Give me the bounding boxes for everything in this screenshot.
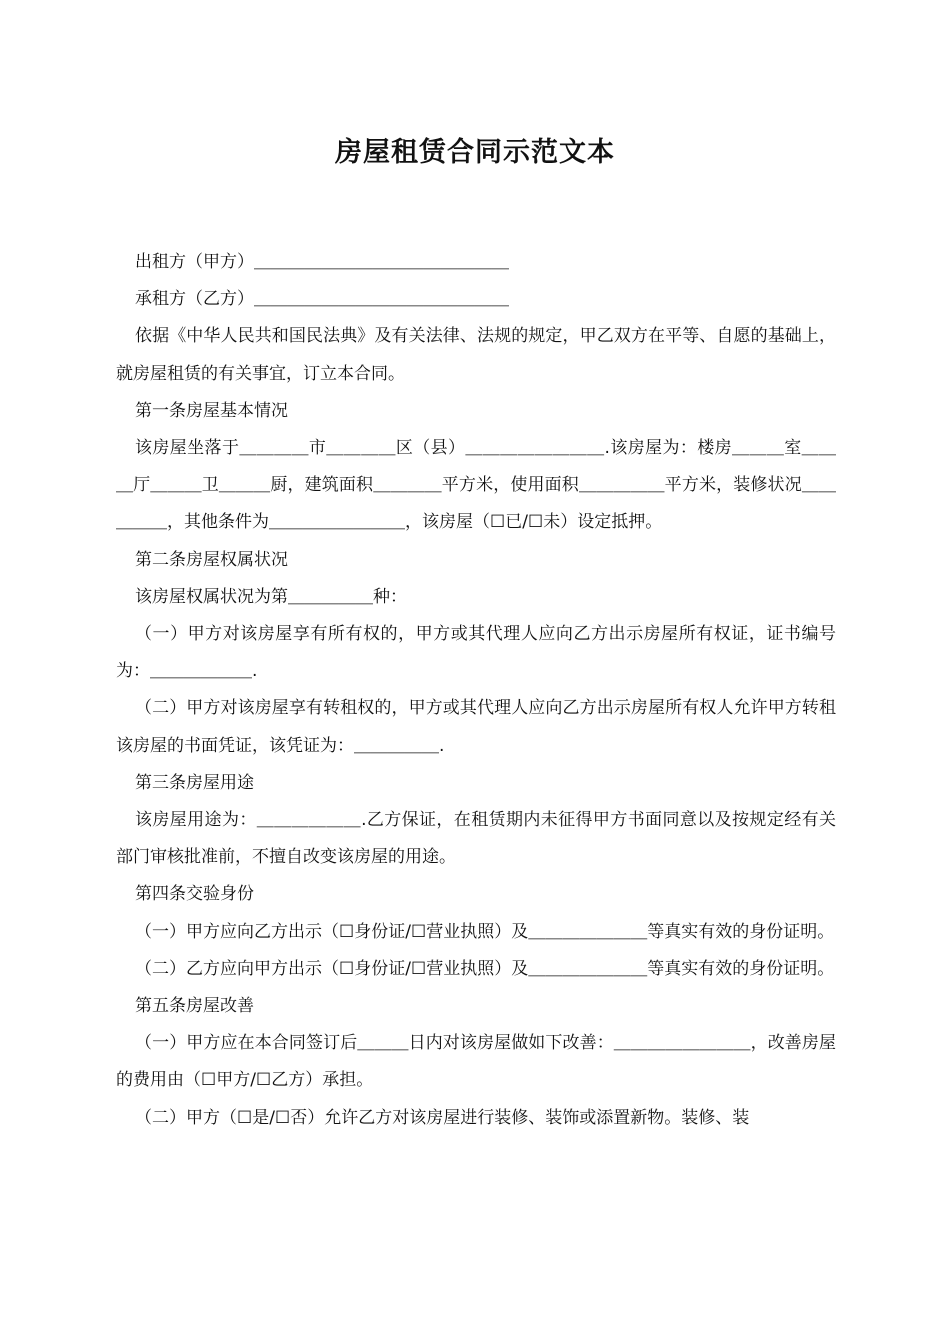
article-1-body: 该房屋坐落于＿＿＿＿市＿＿＿＿区（县）＿＿＿＿＿＿＿＿.该房屋为：楼房＿＿＿室＿＿＿厅＿＿＿卫＿＿＿厨，建筑面积＿＿＿＿平方米，使用面积＿＿＿＿＿平方米，装修状况＿＿＿＿＿，其他条件为＿＿＿＿＿＿＿＿，该房屋（☐已/☐未）设定抵押。 [116,438,836,533]
article-3-heading: 第三条房屋用途 [135,772,254,793]
article-2-body: 该房屋权属状况为第＿＿＿＿＿种： [135,586,407,607]
article-4-clause-1: （一）甲方应向乙方出示（☐身份证/☐营业执照）及＿＿＿＿＿＿＿等真实有效的身份证明。 [135,921,835,942]
article-4-clause-2: （二）乙方应向甲方出示（☐身份证/☐营业执照）及＿＿＿＿＿＿＿等真实有效的身份证明。 [135,958,835,979]
article-4-heading: 第四条交验身份 [135,884,254,905]
article-1-heading: 第一条房屋基本情况 [135,400,288,421]
article-2-clause-1: （一）甲方对该房屋享有所有权的，甲方或其代理人应向乙方出示房屋所有权证，证书编号为：＿＿＿＿＿＿. [116,624,836,682]
article-2-clause-2: （二）甲方对该房屋享有转租权的，甲方或其代理人应向乙方出示房屋所有权人允许甲方转租该房屋的书面凭证，该凭证为：＿＿＿＿＿. [116,698,836,756]
article-5-clause-2: （二）甲方（☐是/☐否）允许乙方对该房屋进行装修、装饰或添置新物。装修、装 [135,1107,750,1128]
preamble-paragraph: 依据《中华人民共和国民法典》及有关法律、法规的规定，甲乙双方在平等、自愿的基础上，就房屋租赁的有关事宜，订立本合同。 [116,326,836,384]
document-body [116,244,836,1137]
article-5-clause-1: （一）甲方应在本合同签订后＿＿＿日内对该房屋做如下改善：＿＿＿＿＿＿＿＿，改善房屋的费用由（☐甲方/☐乙方）承担。 [116,1033,836,1091]
party-b-line: 承租方（乙方）＿＿＿＿＿＿＿＿＿＿＿＿＿＿＿ [135,289,509,310]
article-5-heading: 第五条房屋改善 [135,996,254,1017]
party-a-line: 出租方（甲方）＿＿＿＿＿＿＿＿＿＿＿＿＿＿＿ [135,252,509,272]
article-2-heading: 第二条房屋权属状况 [135,549,288,570]
article-3-body: 该房屋用途为：＿＿＿＿＿＿.乙方保证，在租赁期内未征得甲方书面同意以及按规定经有关部门审核批准前，不擅自改变该房屋的用途。 [116,810,836,868]
document-title: 房屋租赁合同示范文本 [335,137,615,168]
